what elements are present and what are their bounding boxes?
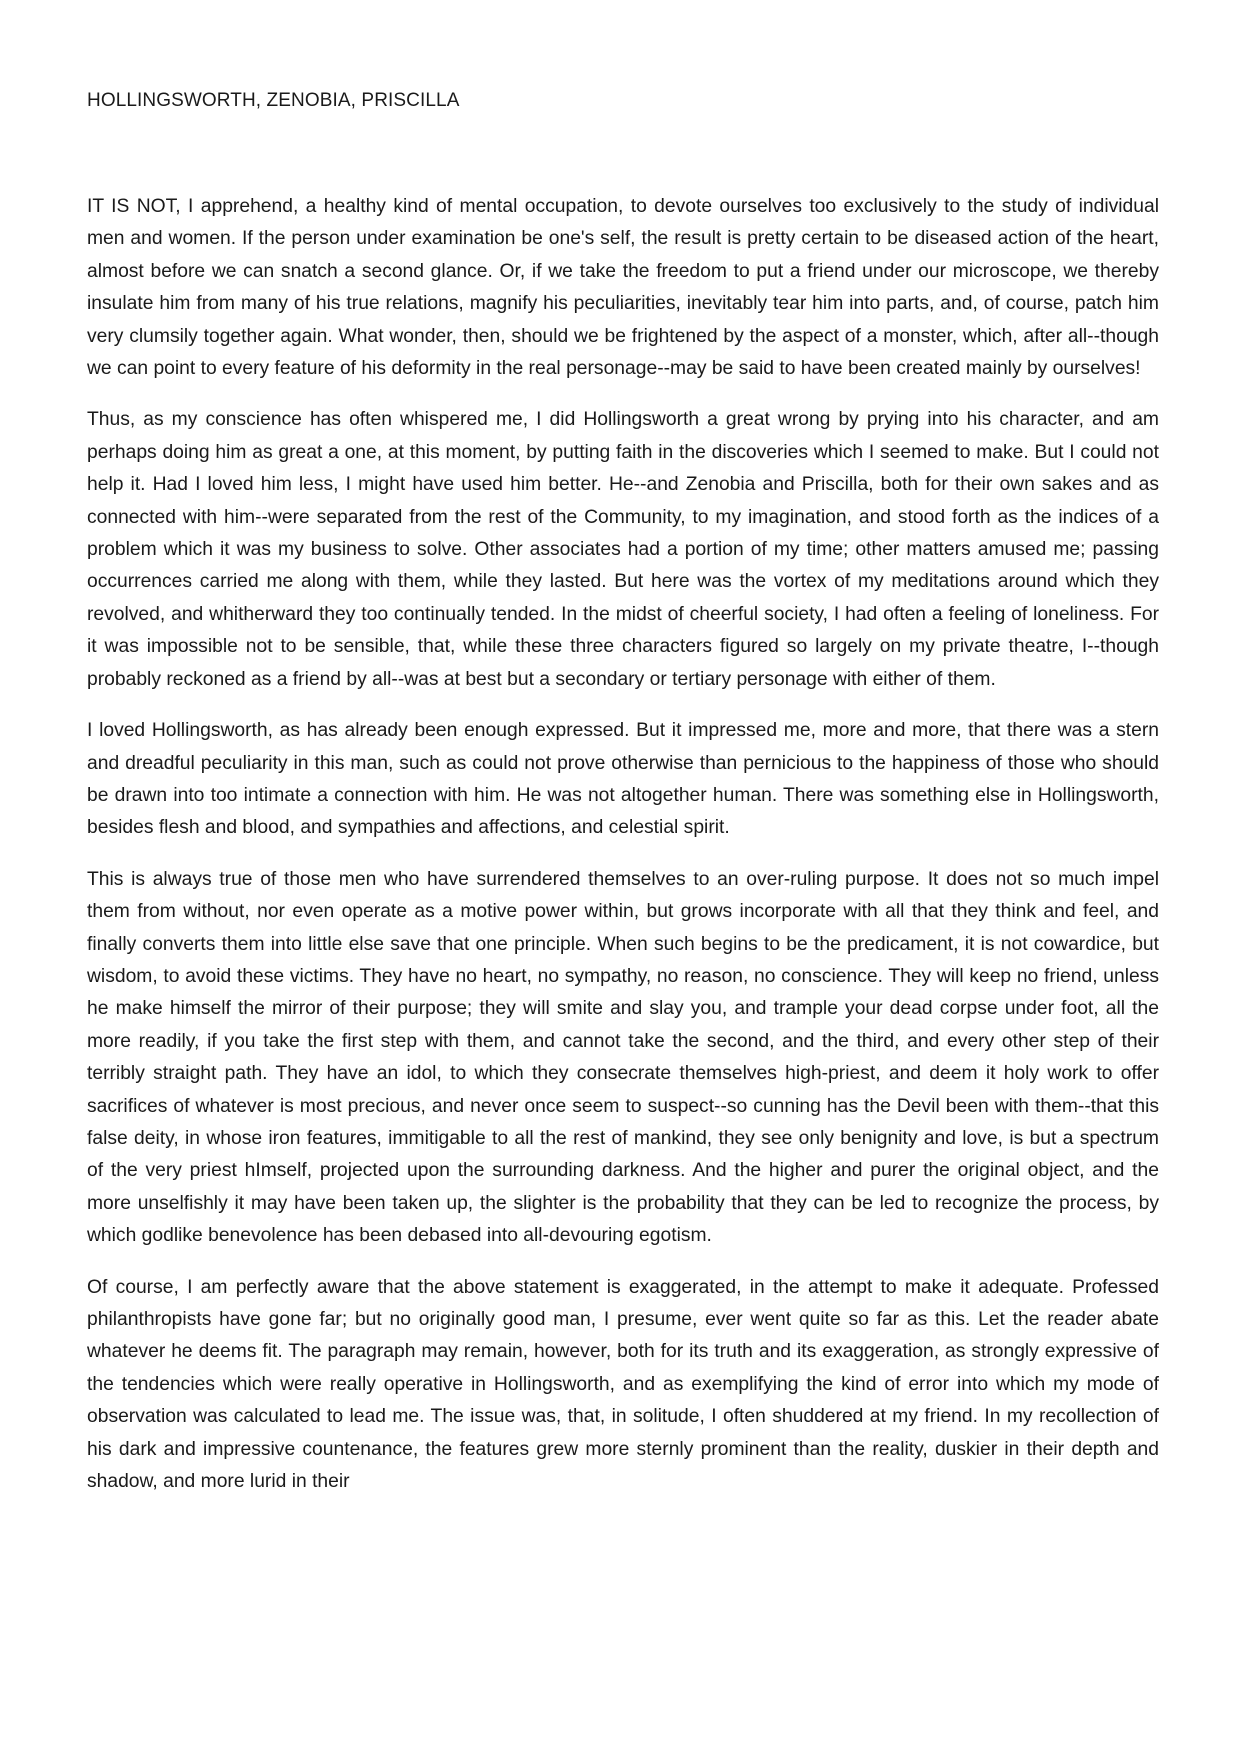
paragraph: Of course, I am perfectly aware that the above statement is exaggerated, in the attempt to make it adequate. Professed philanthropists have gone far; but no originally good man, I presume, ever went quite so far as this. Let the reader abate whatever he deems fit. The paragraph may remain, however, both for its truth and its exaggeration, as strongly expressive of the tendencies which were really operative in Hollingsworth, and as exemplifying the kind of error into which my mode of observation was calculated to lead me. The issue was, that, in solitude, I often shuddered at my friend. In my recollection of his dark and impressive countenance, the features grew more sternly prominent than the reality, duskier in their depth and shadow, and more lurid in their	[87, 1276, 1159, 1493]
paragraph: IT IS NOT, I apprehend, a healthy kind of mental occupation, to devote ourselves too exclusively to the study of individual men and women. If the person under examination be one's self, the result is pretty certain to be diseased action of the heart, almost before we can snatch a second glance. Or, if we take the freedom to put a friend under our microscope, we thereby insulate him from many of his true relations, magnify his peculiarities, inevitably tear him into parts, and, of course, patch him very clumsily together again. What wonder, then, should we be frightened by the aspect of a monster, which, after all--though we can point to every feature of his deformity in the real personage--may be said to have been created mainly by ourselves!	[87, 196, 1159, 380]
body-text	[87, 191, 1159, 1517]
chapter-title: HOLLINGSWORTH, ZENOBIA, PRISCILLA	[87, 90, 460, 111]
paragraph: Thus, as my conscience has often whispered me, I did Hollingsworth a great wrong by prying into his character, and am perhaps doing him as great a one, at this moment, by putting faith in the discoveries which I seemed to make. But I could not help it. Had I loved him less, I might have used him better. He--and Zenobia and Priscilla, both for their own sakes and as connected with him--were separated from the rest of the Community, to my imagination, and stood forth as the indices of a problem which it was my business to solve. Other associates had a portion of my time; other matters amused me; passing occurrences carried me along with them, while they lasted. But here was the vortex of my meditations around which they revolved, and whitherward they too continually tended. In the midst of cheerful society, I had often a feeling of loneliness. For it was impossible not to be sensible, that, while these three characters figured so largely on my private theatre, I--though probably reckoned as a friend by all--was at best but a secondary or tertiary personage with either of them.	[87, 409, 1159, 690]
paragraph: This is always true of those men who have surrendered themselves to an over-ruling purpose. It does not so much impel them from without, nor even operate as a motive power within, but grows incorporate with all that they think and feel, and finally converts them into little else save that one principle. When such begins to be the predicament, it is not cowardice, but wisdom, to avoid these victims. They have no heart, no sympathy, no reason, no conscience. They will keep no friend, unless he make himself the mirror of their purpose; they will smite and slay you, and trample your dead corpse under foot, all the more readily, if you take the first step with them, and cannot take the second, and the third, and every other step of their terribly straight path. They have an idol, to which they consecrate themselves high-priest, and deem it holy work to offer sacrifices of whatever is most precious, and never once seem to suspect--so cunning has the Devil been with them--that this false deity, in whose iron features, immitigable to all the rest of mankind, they see only benignity and love, is but a spectrum of the very priest hImself, projected upon the surrounding darkness. And the higher and purer the original object, and the more unselfishly it may have been taken up, the slighter is the probability that they can be led to recognize the process, by which godlike benevolence has been debased into all-devouring egotism.	[87, 868, 1159, 1247]
paragraph: I loved Hollingsworth, as has already been enough expressed. But it impressed me, more and more, that there was a stern and dreadful peculiarity in this man, such as could not prove otherwise than pernicious to the happiness of those who should be drawn into too intimate a connection with him. He was not altogether human. There was something else in Hollingsworth, besides flesh and blood, and sympathies and affections, and celestial spirit.	[87, 720, 1159, 839]
